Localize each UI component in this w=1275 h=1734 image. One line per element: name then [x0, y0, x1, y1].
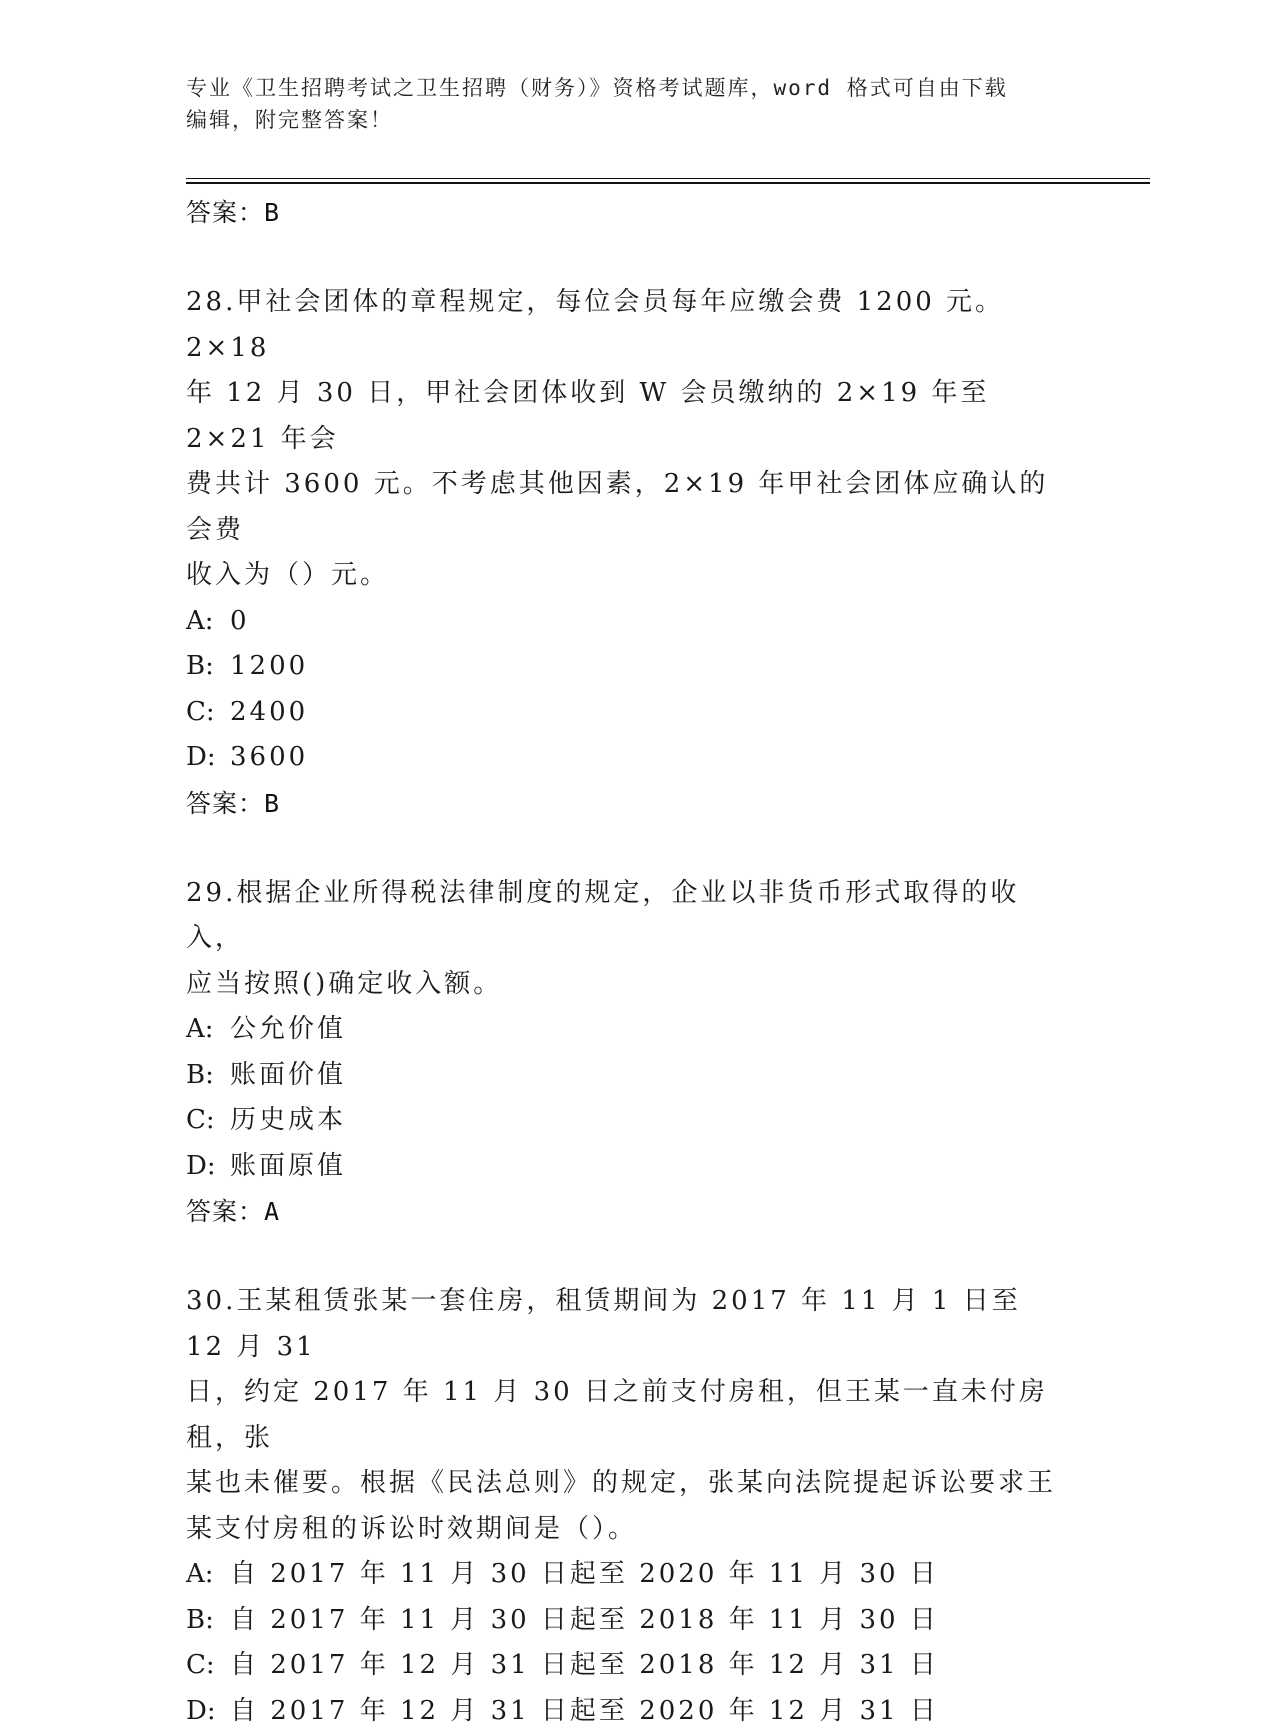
stem-line: 年 12 月 30 日，甲社会团体收到 W 会员缴纳的 2×19 年至 2×21 年会 — [186, 371, 1066, 462]
option-text: 账面价值 — [230, 1060, 346, 1090]
question-block — [186, 871, 1066, 1236]
option-key: D: — [186, 1689, 230, 1734]
question-stem — [186, 280, 1066, 599]
option-key: A: — [186, 599, 230, 645]
option-d — [186, 1144, 1066, 1190]
header-divider-thin — [186, 178, 1150, 179]
stem-line: 日，约定 2017 年 11 月 30 日之前支付房租，但王某一直未付房租，张 — [186, 1370, 1066, 1461]
option-text: 3600 — [230, 742, 308, 772]
header-line-2: 编辑，附完整答案！ — [186, 104, 1066, 136]
option-text: 1200 — [230, 651, 308, 681]
option-text: 自 2017 年 11 月 30 日起至 2018 年 11 月 30 日 — [230, 1605, 939, 1635]
header-divider-thick — [186, 182, 1150, 184]
option-text: 账面原值 — [230, 1151, 346, 1181]
option-a — [186, 599, 1066, 645]
question-block — [186, 280, 1066, 827]
option-a — [186, 1007, 1066, 1053]
option-text: 0 — [230, 606, 250, 636]
option-key: D: — [186, 1144, 230, 1190]
option-key: B: — [186, 644, 230, 690]
option-key: D: — [186, 735, 230, 781]
option-key: C: — [186, 1643, 230, 1689]
spacer — [186, 236, 1066, 280]
document-header — [186, 72, 1066, 136]
stem-line: 费共计 3600 元。不考虑其他因素，2×19 年甲社会团体应确认的会费 — [186, 462, 1066, 553]
stem-line: 30.王某租赁张某一套住房，租赁期间为 2017 年 11 月 1 日至 12 月 31 — [186, 1279, 1066, 1370]
option-text: 自 2017 年 11 月 30 日起至 2020 年 11 月 30 日 — [230, 1559, 939, 1589]
answer-line: 答案：B — [186, 781, 1066, 827]
option-text: 2400 — [230, 697, 308, 727]
option-c — [186, 690, 1066, 736]
spacer — [186, 1235, 1066, 1279]
stem-line: 某也未催要。根据《民法总则》的规定，张某向法院提起诉讼要求王 — [186, 1461, 1066, 1507]
question-stem — [186, 1279, 1066, 1552]
stem-line: 29.根据企业所得税法律制度的规定，企业以非货币形式取得的收入， — [186, 871, 1066, 962]
option-text: 历史成本 — [230, 1105, 346, 1135]
option-key: A: — [186, 1552, 230, 1598]
option-b — [186, 1598, 1066, 1644]
option-key: B: — [186, 1053, 230, 1099]
option-text: 自 2017 年 12 月 31 日起至 2018 年 12 月 31 日 — [230, 1650, 939, 1680]
spacer — [186, 827, 1066, 871]
header-line-1: 专业《卫生招聘考试之卫生招聘（财务）》资格考试题库，word 格式可自由下载 — [186, 72, 1066, 104]
option-d — [186, 1689, 1066, 1734]
option-c — [186, 1098, 1066, 1144]
option-text: 自 2017 年 12 月 31 日起至 2020 年 12 月 31 日 — [230, 1696, 939, 1726]
answer-line: 答案：A — [186, 1189, 1066, 1235]
option-b — [186, 644, 1066, 690]
question-list — [186, 190, 1066, 1734]
option-key: B: — [186, 1598, 230, 1644]
stem-line: 应当按照()确定收入额。 — [186, 962, 1066, 1008]
option-d — [186, 735, 1066, 781]
option-key: C: — [186, 690, 230, 736]
answer-line: 答案：B — [186, 190, 1066, 236]
stem-line: 28.甲社会团体的章程规定，每位会员每年应缴会费 1200 元。2×18 — [186, 280, 1066, 371]
option-b — [186, 1053, 1066, 1099]
option-text: 公允价值 — [230, 1014, 346, 1044]
option-a — [186, 1552, 1066, 1598]
option-key: A: — [186, 1007, 230, 1053]
question-stem — [186, 871, 1066, 1008]
question-block — [186, 1279, 1066, 1734]
stem-line: 收入为（）元。 — [186, 553, 1066, 599]
stem-line: 某支付房租的诉讼时效期间是（）。 — [186, 1507, 1066, 1553]
option-key: C: — [186, 1098, 230, 1144]
